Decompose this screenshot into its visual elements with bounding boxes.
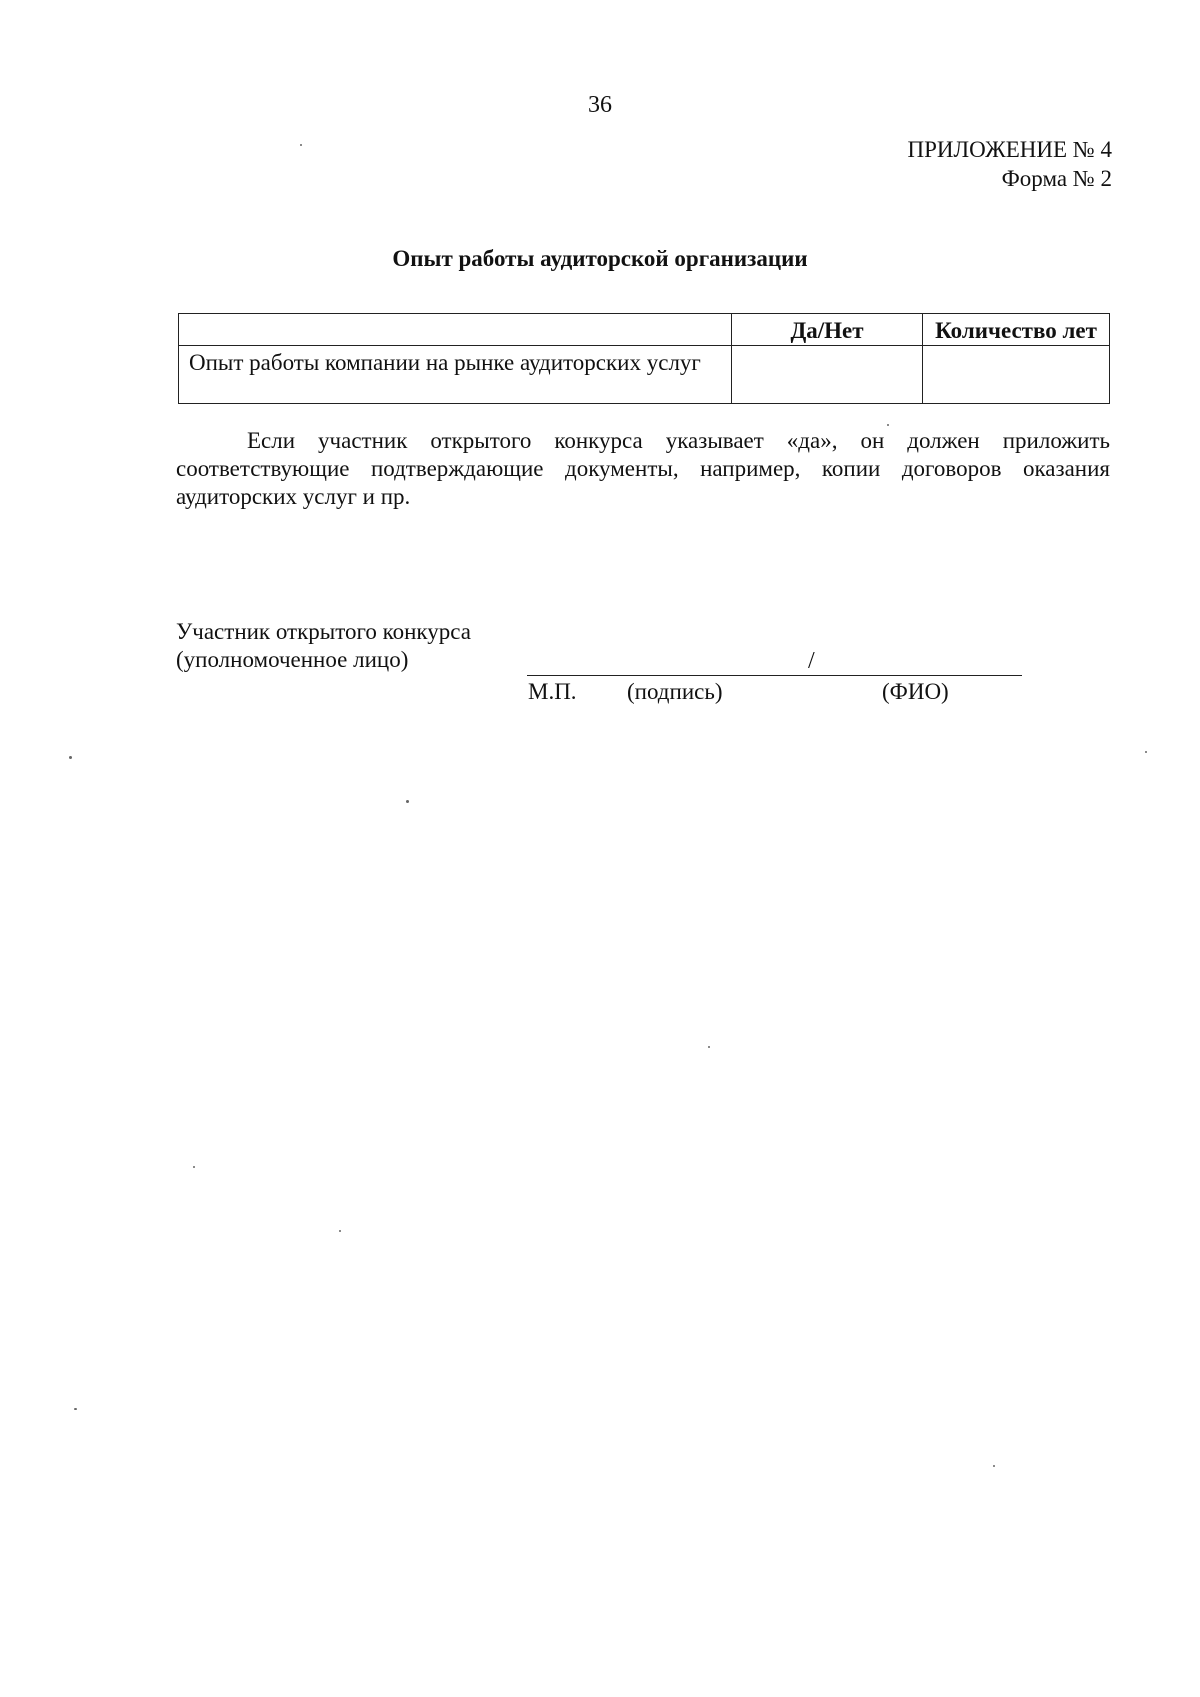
scan-speck (300, 144, 302, 146)
scan-speck (193, 1166, 195, 1168)
experience-table (178, 313, 1110, 404)
scan-speck (339, 1230, 341, 1232)
participant-block (176, 618, 471, 674)
scan-speck (887, 424, 889, 426)
scan-speck (69, 756, 72, 759)
scan-speck (1145, 751, 1147, 753)
table-header-empty (179, 314, 732, 346)
signature-line (527, 675, 1022, 676)
instruction-paragraph: Если участник открытого конкурса указывает «да», он должен приложить соответствующие подтверждающие документы, например, копии договоров оказания аудиторских услуг и пр. (176, 428, 1110, 509)
form-label: Форма № 2 (1001, 166, 1112, 191)
scan-speck (708, 1046, 710, 1048)
table-row-label: Опыт работы компании на рынке аудиторских услуг (179, 346, 732, 403)
scan-speck (406, 800, 409, 803)
scan-speck (993, 1465, 995, 1467)
table-header-years: Количество лет (923, 314, 1109, 346)
document-title: Опыт работы аудиторской организации (392, 246, 808, 271)
authorized-person-label: (уполномоченное лицо) (176, 647, 409, 672)
scan-speck (74, 1408, 77, 1410)
signature-separator: / (808, 648, 815, 674)
table-cell-yes-no (732, 346, 923, 403)
table-header-yes-no: Да/Нет (732, 314, 923, 346)
table-cell-years (923, 346, 1109, 403)
stamp-label: М.П. (528, 679, 577, 704)
participant-label: Участник открытого конкурса (176, 619, 471, 644)
appendix-header (907, 135, 1112, 193)
appendix-label: ПРИЛОЖЕНИЕ № 4 (907, 137, 1112, 162)
name-caption: (ФИО) (882, 679, 949, 704)
signature-caption: (подпись) (627, 679, 723, 704)
page-number: 36 (588, 92, 612, 118)
